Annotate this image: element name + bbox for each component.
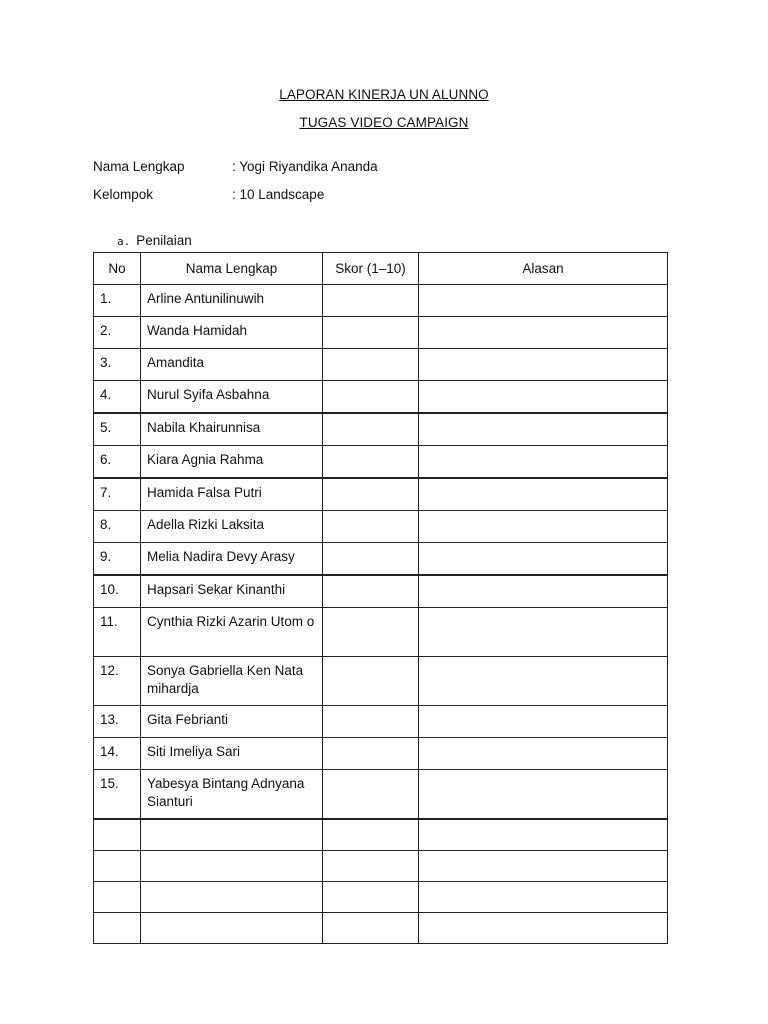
section-heading: [117, 233, 192, 248]
cell-alasan[interactable]: [419, 882, 668, 913]
cell-name: Siti Imeliya Sari: [141, 738, 323, 770]
cell-name: Melia Nadira Devy Arasy: [141, 543, 323, 576]
table-row-empty: [94, 913, 668, 944]
cell-skor[interactable]: [323, 511, 419, 543]
table-row: [94, 770, 668, 820]
cell-no: 7.: [94, 478, 141, 511]
table-row: [94, 349, 668, 381]
cell-skor[interactable]: [323, 770, 419, 820]
cell-skor[interactable]: [323, 478, 419, 511]
table-row: [94, 608, 668, 657]
table-row: [94, 706, 668, 738]
info-group-value: : 10 Landscape: [232, 187, 325, 202]
header-alasan: Alasan: [419, 253, 668, 285]
cell-alasan[interactable]: [419, 913, 668, 944]
cell-no: 8.: [94, 511, 141, 543]
header-name: Nama Lengkap: [141, 253, 323, 285]
cell-skor[interactable]: [323, 349, 419, 381]
cell-no: 15.: [94, 770, 141, 820]
cell-skor[interactable]: [323, 575, 419, 608]
table-row: [94, 575, 668, 608]
cell-skor[interactable]: [323, 819, 419, 851]
cell-no: 6.: [94, 446, 141, 479]
cell-alasan[interactable]: [419, 285, 668, 317]
info-name-label: Nama Lengkap: [93, 159, 185, 174]
table-row: [94, 413, 668, 446]
cell-name: Hapsari Sekar Kinanthi: [141, 575, 323, 608]
section-marker: a.: [117, 235, 131, 248]
info-group-label: Kelompok: [93, 187, 154, 202]
cell-name: Cynthia Rizki Azarin Utom o: [141, 608, 323, 657]
cell-no: 4.: [94, 381, 141, 414]
cell-name: Adella Rizki Laksita: [141, 511, 323, 543]
cell-name: Amandita: [141, 349, 323, 381]
table-row-empty: [94, 819, 668, 851]
document-subtitle: TUGAS VIDEO CAMPAIGN: [299, 115, 469, 130]
cell-alasan[interactable]: [419, 349, 668, 381]
table-row-empty: [94, 851, 668, 882]
cell-name: Sonya Gabriella Ken Nata mihardja: [141, 657, 323, 706]
table-row: [94, 543, 668, 576]
cell-skor[interactable]: [323, 851, 419, 882]
cell-alasan[interactable]: [419, 478, 668, 511]
header-no: No: [94, 253, 141, 285]
cell-no: [94, 819, 141, 851]
cell-skor[interactable]: [323, 913, 419, 944]
info-name-row: [93, 159, 378, 174]
table-row: [94, 317, 668, 349]
cell-no: 9.: [94, 543, 141, 576]
table-row: [94, 511, 668, 543]
info-group-row: [93, 187, 324, 202]
cell-skor[interactable]: [323, 706, 419, 738]
cell-no: 10.: [94, 575, 141, 608]
cell-name: Kiara Agnia Rahma: [141, 446, 323, 479]
cell-no: 12.: [94, 657, 141, 706]
cell-name[interactable]: [141, 851, 323, 882]
cell-name: Yabesya Bintang Adnyana Sianturi: [141, 770, 323, 820]
cell-no: [94, 882, 141, 913]
info-name-value: : Yogi Riyandika Ananda: [232, 159, 378, 174]
cell-alasan[interactable]: [419, 381, 668, 414]
cell-skor[interactable]: [323, 285, 419, 317]
cell-alasan[interactable]: [419, 851, 668, 882]
cell-name: Nurul Syifa Asbahna: [141, 381, 323, 414]
cell-skor[interactable]: [323, 543, 419, 576]
cell-skor[interactable]: [323, 413, 419, 446]
table-row: [94, 285, 668, 317]
cell-alasan[interactable]: [419, 317, 668, 349]
table-row: [94, 738, 668, 770]
section-label: Penilaian: [136, 233, 192, 248]
cell-skor[interactable]: [323, 738, 419, 770]
cell-name: Arline Antunilinuwih: [141, 285, 323, 317]
cell-alasan[interactable]: [419, 543, 668, 576]
header-skor: Skor (1–10): [323, 253, 419, 285]
table-row: [94, 657, 668, 706]
cell-alasan[interactable]: [419, 575, 668, 608]
cell-no: 13.: [94, 706, 141, 738]
cell-skor[interactable]: [323, 446, 419, 479]
document-title: LAPORAN KINERJA UN ALUNNO: [279, 87, 489, 102]
table-row: [94, 478, 668, 511]
cell-alasan[interactable]: [419, 819, 668, 851]
cell-no: [94, 851, 141, 882]
cell-name: Gita Febrianti: [141, 706, 323, 738]
cell-no: 1.: [94, 285, 141, 317]
cell-name: Wanda Hamidah: [141, 317, 323, 349]
cell-alasan[interactable]: [419, 770, 668, 820]
cell-alasan[interactable]: [419, 608, 668, 657]
cell-no: 3.: [94, 349, 141, 381]
cell-name[interactable]: [141, 913, 323, 944]
cell-skor[interactable]: [323, 317, 419, 349]
cell-alasan[interactable]: [419, 511, 668, 543]
table-row: [94, 446, 668, 479]
cell-no: 11.: [94, 608, 141, 657]
cell-name[interactable]: [141, 882, 323, 913]
cell-name: Nabila Khairunnisa: [141, 413, 323, 446]
cell-alasan[interactable]: [419, 706, 668, 738]
table-header-row: [94, 253, 668, 285]
assessment-table: [93, 252, 668, 944]
cell-skor[interactable]: [323, 657, 419, 706]
cell-skor[interactable]: [323, 381, 419, 414]
cell-no: 2.: [94, 317, 141, 349]
cell-alasan[interactable]: [419, 738, 668, 770]
table-row-empty: [94, 882, 668, 913]
cell-name: Hamida Falsa Putri: [141, 478, 323, 511]
cell-alasan[interactable]: [419, 413, 668, 446]
cell-no: 5.: [94, 413, 141, 446]
cell-no: [94, 913, 141, 944]
cell-no: 14.: [94, 738, 141, 770]
cell-alasan[interactable]: [419, 446, 668, 479]
cell-alasan[interactable]: [419, 657, 668, 706]
table-row: [94, 381, 668, 414]
cell-name[interactable]: [141, 819, 323, 851]
cell-skor[interactable]: [323, 882, 419, 913]
cell-skor[interactable]: [323, 608, 419, 657]
